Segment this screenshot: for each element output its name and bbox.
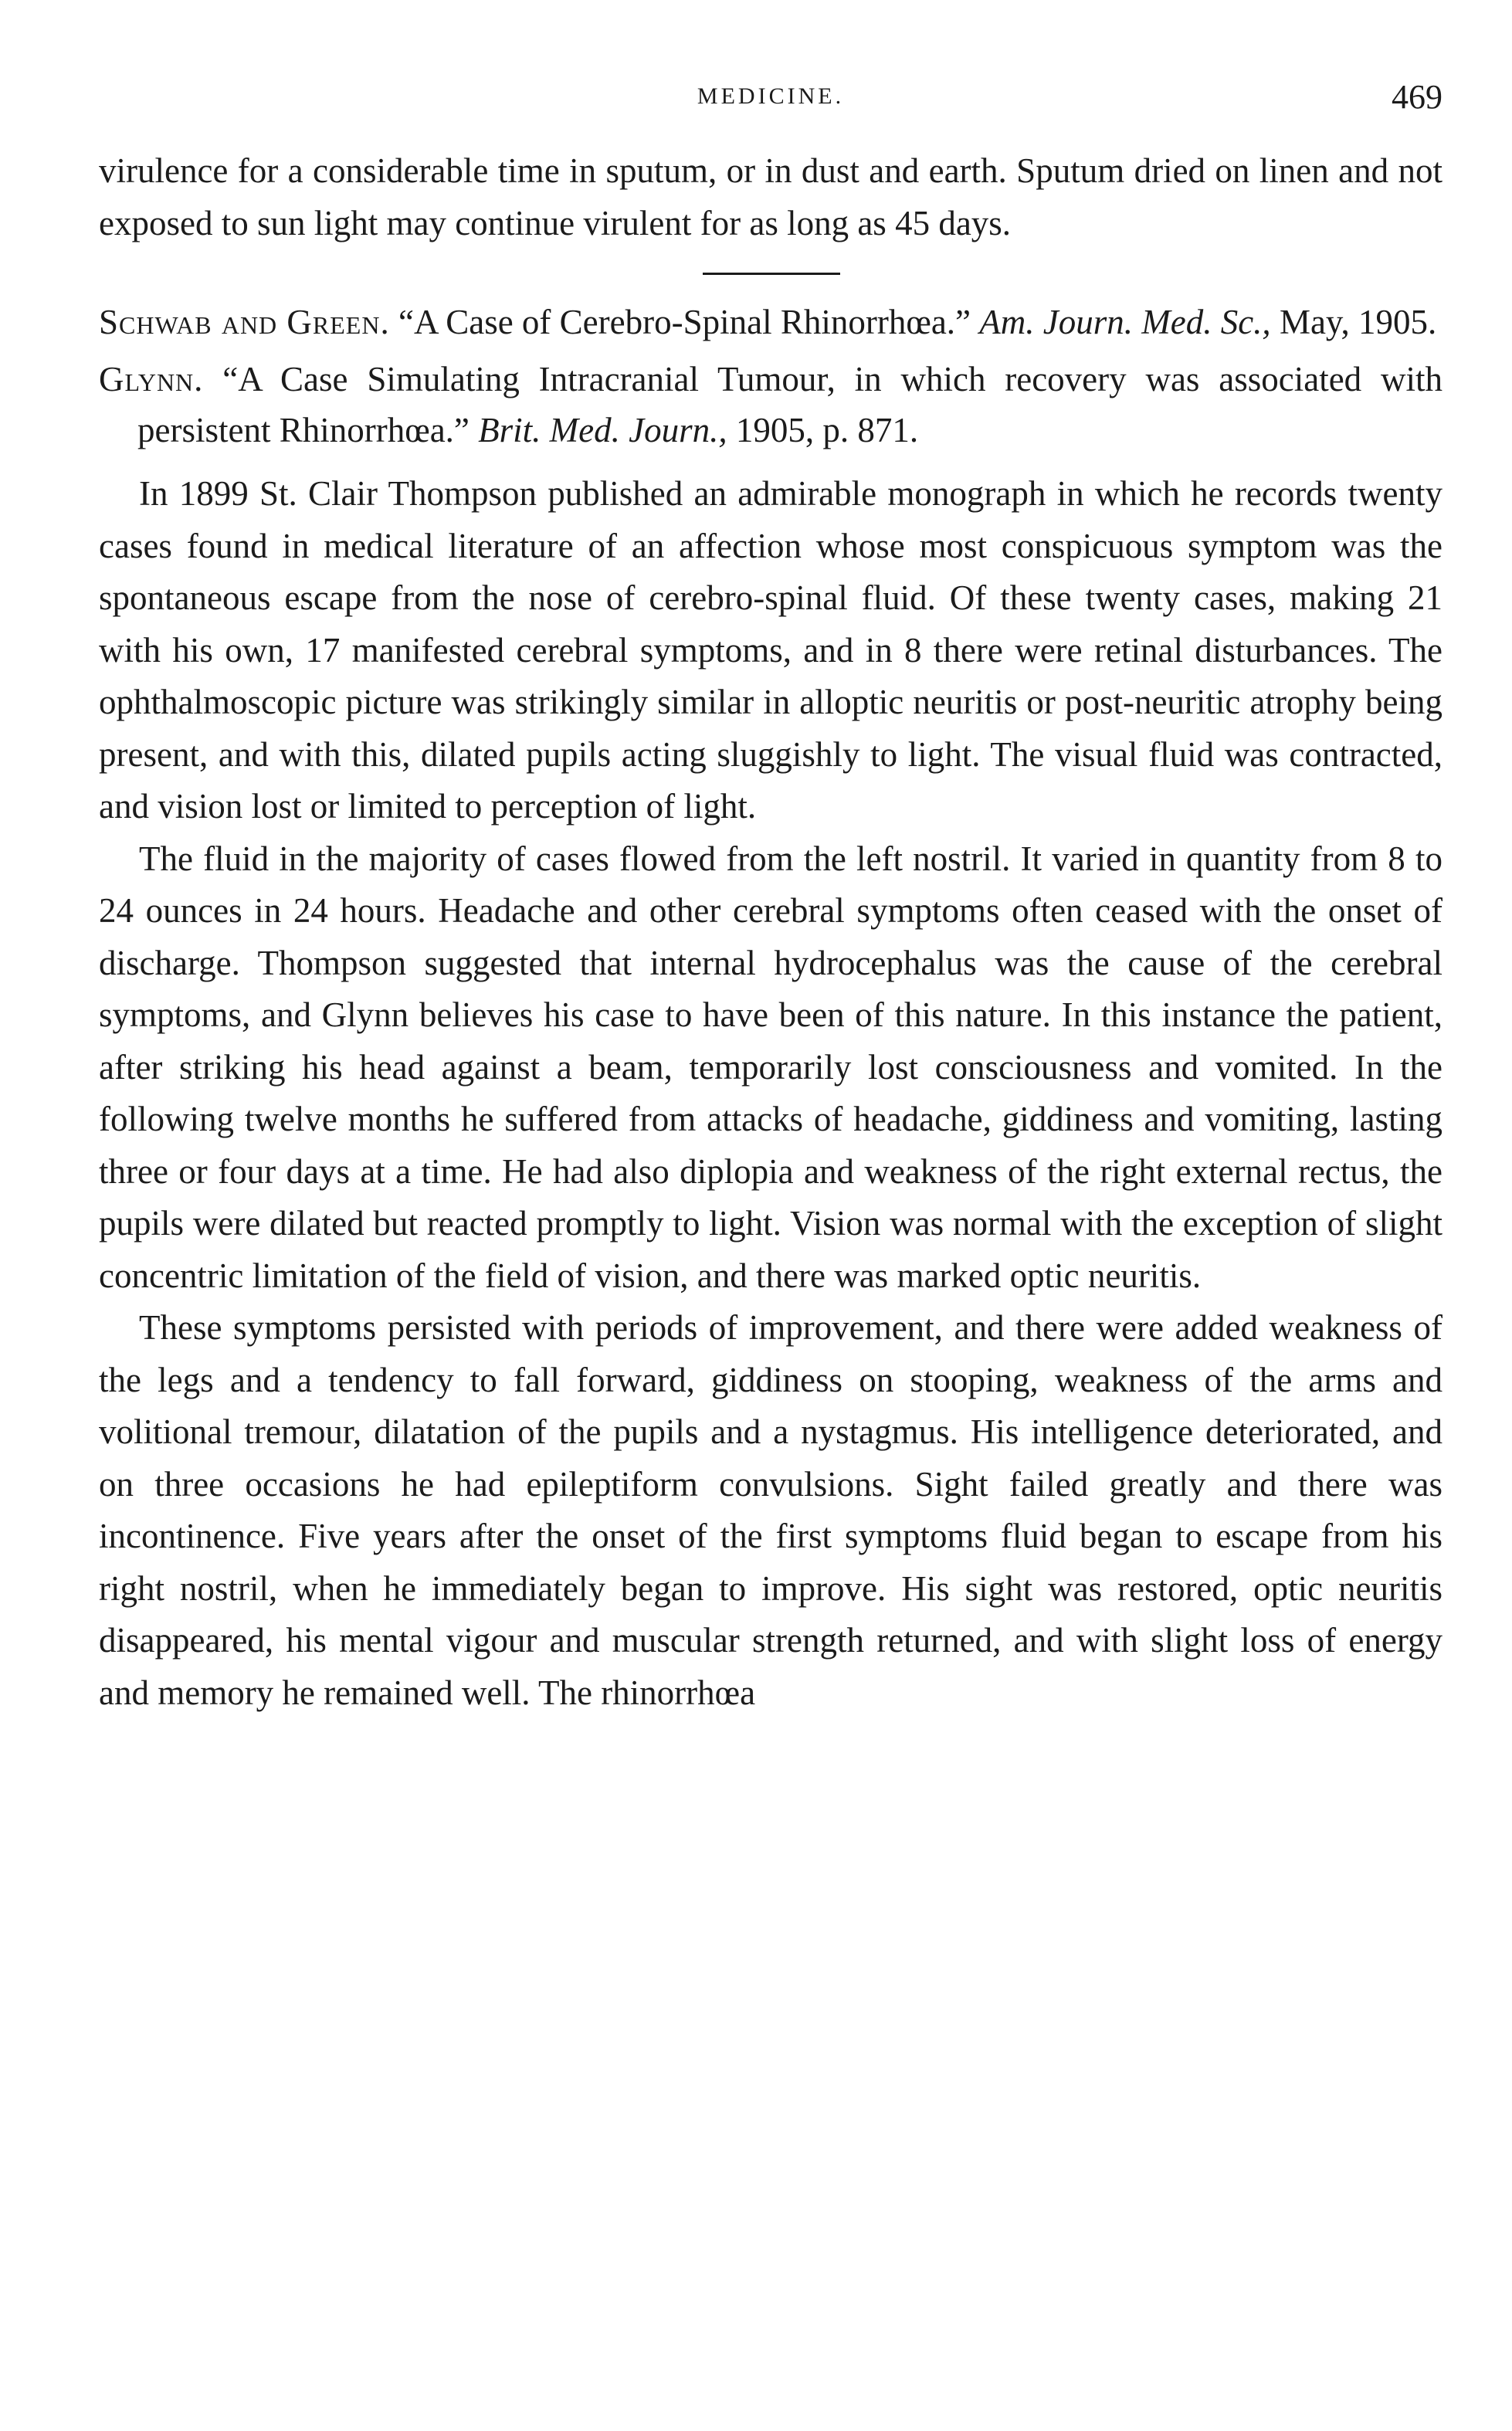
reference-list xyxy=(99,297,1443,456)
book-page xyxy=(99,74,1443,1719)
intro-paragraph: virulence for a considerable time in sputum, or in dust and earth. Sputum dried on linen and not exposed to sun light may continue virulent for as long as 45 days. xyxy=(99,151,1443,242)
reference-details: 1905, p. 871. xyxy=(735,411,919,449)
reference-title: “A Case Simulating Intracranial Tumour, in which recovery was associated with persistent Rhinorrhœa.” xyxy=(137,360,1443,449)
reference-journal: Am. Journ. Med. Sc., xyxy=(979,303,1271,341)
reference-authors: Glynn. xyxy=(99,360,204,398)
section-divider xyxy=(703,273,840,275)
body-paragraph: These symptoms persisted with periods of improvement, and there were added weakness of the legs and a tendency to fall forward, giddiness on stooping, weakness of the arms and volitional tremour, dilatation of the pupils and a nystagmus. His intelligence deteriorated, and on three occasions he had epileptiform convulsions. Sight failed greatly and there was incontinence. Five years after the onset of the first symptoms fluid began to escape from his right nostril, when he immediately began to improve. His sight was restored, optic neuritis disappeared, his mental vigour and muscular strength returned, and with slight loss of energy and memory he remained well. The rhinorrhœa xyxy=(99,1308,1443,1712)
reference-entry xyxy=(99,297,1443,348)
page-number: 469 xyxy=(1392,78,1443,116)
reference-title: “A Case of Cerebro-Spinal Rhinorrhœa.” xyxy=(398,303,971,341)
running-header xyxy=(99,74,1443,124)
reference-journal: Brit. Med. Journ., xyxy=(478,411,727,449)
reference-details: May, 1905. xyxy=(1279,303,1437,341)
reference-authors: Schwab and Green. xyxy=(99,303,390,341)
body-paragraph: In 1899 St. Clair Thompson published an admirable monograph in which he records twenty cases found in medical literature of an affection whose most conspicuous symptom was the spontaneous escape from the nose of cerebro-spinal fluid. Of these twenty cases, making 21 with his own, 17 manifested cerebral symptoms, and in 8 there were retinal disturbances. The ophthalmoscopic picture was strikingly similar in alloptic neuritis or post-neuritic atrophy being present, and with this, dilated pupils acting sluggishly to light. The visual fluid was contracted, and vision lost or limited to perception of light. xyxy=(99,474,1443,826)
reference-entry xyxy=(99,354,1443,456)
body-paragraph: The fluid in the majority of cases flowed from the left nostril. It varied in quantity from 8 to 24 ounces in 24 hours. Headache and other cerebral symptoms often ceased with the onset of discharge. Thompson suggested that internal hydrocephalus was the cause of the cerebral symptoms, and Glynn believes his case to have been of this nature. In this instance the patient, after striking his head against a beam, temporarily lost consciousness and vomited. In the following twelve months he suffered from attacks of headache, giddiness and vomiting, lasting three or four days at a time. He had also diplopia and weakness of the right external rectus, the pupils were dilated but reacted promptly to light. Vision was normal with the exception of slight concentric limitation of the field of vision, and there was marked optic neuritis. xyxy=(99,839,1443,1295)
running-title: MEDICINE. xyxy=(697,83,845,109)
